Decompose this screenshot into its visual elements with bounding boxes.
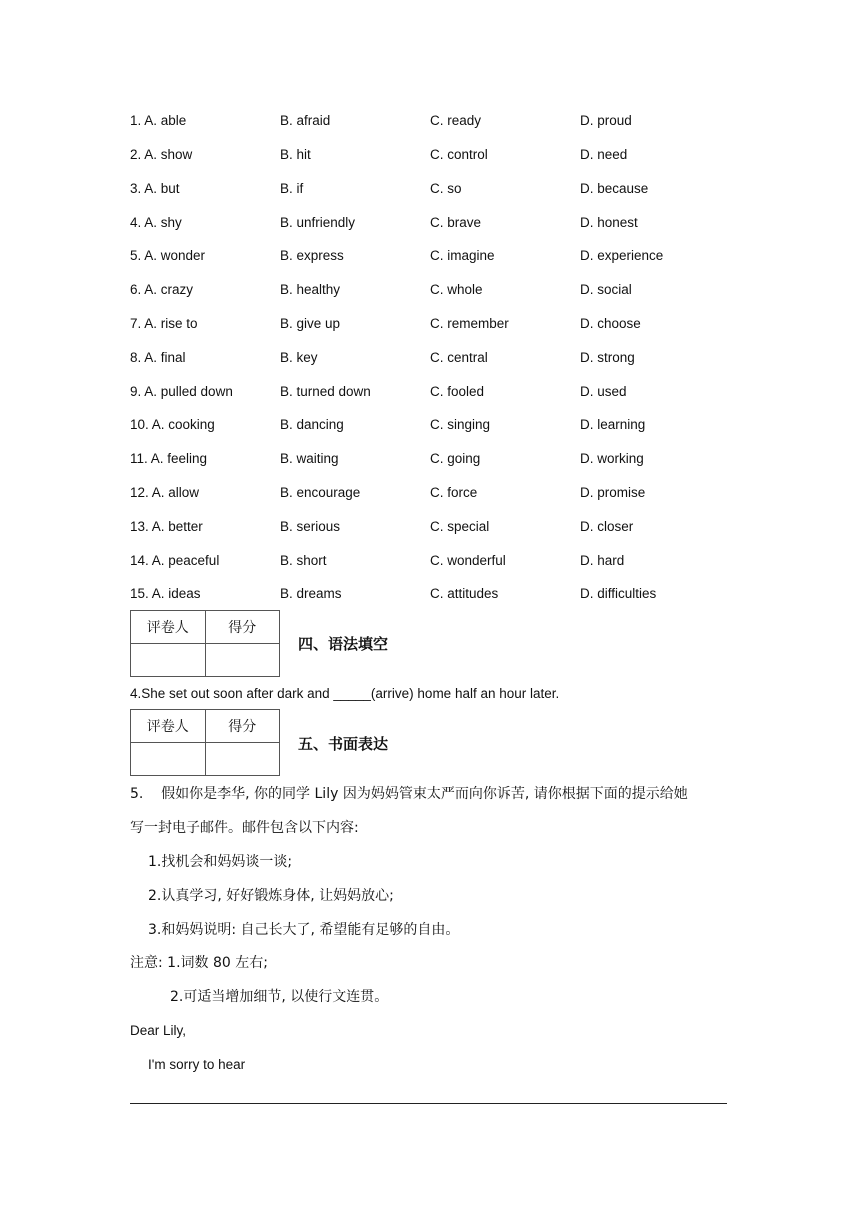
option-c: C. whole: [430, 282, 483, 297]
score-header: 得分: [205, 611, 280, 644]
option-a: 1. A. able: [130, 113, 187, 128]
section-title: 四、语法填空: [298, 635, 389, 653]
option-d: D. working: [580, 451, 644, 466]
option-row: [0, 212, 860, 234]
option-b: B. encourage: [280, 485, 361, 500]
score-cell: [205, 644, 280, 677]
option-d: D. experience: [580, 248, 664, 263]
option-b: B. give up: [280, 316, 341, 331]
option-a: 4. A. shy: [130, 215, 182, 230]
writing-prompt-line: 写一封电子邮件。邮件包含以下内容:: [130, 820, 359, 836]
option-a: 6. A. crazy: [130, 282, 194, 297]
option-c: C. going: [430, 451, 481, 466]
option-row: [0, 178, 860, 200]
option-row: [0, 313, 860, 335]
option-b: B. express: [280, 248, 344, 263]
option-d: D. strong: [580, 350, 635, 365]
option-b: B. hit: [280, 147, 311, 162]
option-d: D. social: [580, 282, 632, 297]
letter-greeting: Dear Lily,: [130, 1023, 187, 1038]
option-d: D. choose: [580, 316, 641, 331]
option-a: 3. A. but: [130, 181, 180, 196]
writing-note: 注意: 1.词数 80 左右;: [130, 955, 268, 971]
option-d: D. learning: [580, 417, 646, 432]
option-a: 2. A. show: [130, 147, 193, 162]
option-c: C. central: [430, 350, 488, 365]
option-d: D. hard: [580, 553, 625, 568]
option-a: 8. A. final: [130, 350, 186, 365]
option-row: [0, 347, 860, 369]
option-c: C. singing: [430, 417, 491, 432]
option-b: B. healthy: [280, 282, 341, 297]
score-table: [130, 709, 280, 776]
option-b: B. waiting: [280, 451, 339, 466]
option-b: B. serious: [280, 519, 341, 534]
option-d: D. promise: [580, 485, 646, 500]
grader-header: 评卷人: [131, 710, 206, 743]
option-a: 11. A. feeling: [130, 451, 208, 466]
writing-prompt-line: 5. 假如你是李华, 你的同学 Lily 因为妈妈管束太严而向你诉苦, 请你根据下面的提示给她: [130, 786, 688, 802]
grader-cell: [131, 743, 206, 776]
option-a: 9. A. pulled down: [130, 384, 233, 399]
option-c: C. remember: [430, 316, 509, 331]
option-row: [0, 279, 860, 301]
option-b: B. if: [280, 181, 304, 196]
option-b: B. turned down: [280, 384, 371, 399]
writing-point: 3.和妈妈说明: 自己长大了, 希望能有足够的自由。: [148, 922, 460, 938]
option-d: D. difficulties: [580, 586, 657, 601]
option-c: C. control: [430, 147, 488, 162]
letter-start: I'm sorry to hear: [148, 1057, 246, 1072]
option-c: C. force: [430, 485, 478, 500]
option-row: [0, 110, 860, 132]
option-d: D. proud: [580, 113, 632, 128]
option-row: [0, 482, 860, 504]
option-row: [0, 516, 860, 538]
option-a: 7. A. rise to: [130, 316, 198, 331]
option-b: B. key: [280, 350, 318, 365]
score-table: [130, 610, 280, 677]
option-row: [0, 245, 860, 267]
option-d: D. used: [580, 384, 627, 399]
grader-cell: [131, 644, 206, 677]
option-row: [0, 144, 860, 166]
writing-note: 2.可适当增加细节, 以使行文连贯。: [170, 989, 389, 1005]
option-a: 5. A. wonder: [130, 248, 206, 263]
option-c: C. so: [430, 181, 462, 196]
option-b: B. dancing: [280, 417, 344, 432]
grader-header: 评卷人: [131, 611, 206, 644]
writing-point: 2.认真学习, 好好锻炼身体, 让妈妈放心;: [148, 888, 394, 904]
option-c: C. ready: [430, 113, 482, 128]
section-title: 五、书面表达: [298, 735, 389, 753]
option-a: 14. A. peaceful: [130, 553, 220, 568]
grammar-question: 4.She set out soon after dark and _____(arrive) home half an hour later.: [130, 686, 560, 701]
option-c: C. wonderful: [430, 553, 506, 568]
writing-point: 1.找机会和妈妈谈一谈;: [148, 854, 293, 870]
score-cell: [205, 743, 280, 776]
option-a: 10. A. cooking: [130, 417, 215, 432]
option-c: C. attitudes: [430, 586, 499, 601]
score-header: 得分: [205, 710, 280, 743]
option-row: [0, 583, 860, 605]
answer-line: [130, 1103, 727, 1104]
option-row: [0, 414, 860, 436]
option-a: 15. A. ideas: [130, 586, 201, 601]
option-d: D. because: [580, 181, 649, 196]
option-c: C. imagine: [430, 248, 495, 263]
option-row: [0, 550, 860, 572]
option-d: D. need: [580, 147, 628, 162]
option-b: B. afraid: [280, 113, 331, 128]
option-d: D. honest: [580, 215, 638, 230]
option-c: C. special: [430, 519, 490, 534]
option-a: 13. A. better: [130, 519, 203, 534]
option-b: B. short: [280, 553, 327, 568]
option-c: C. fooled: [430, 384, 485, 399]
option-b: B. unfriendly: [280, 215, 356, 230]
option-d: D. closer: [580, 519, 634, 534]
option-c: C. brave: [430, 215, 482, 230]
option-a: 12. A. allow: [130, 485, 200, 500]
option-b: B. dreams: [280, 586, 342, 601]
option-row: [0, 448, 860, 470]
option-row: [0, 381, 860, 403]
